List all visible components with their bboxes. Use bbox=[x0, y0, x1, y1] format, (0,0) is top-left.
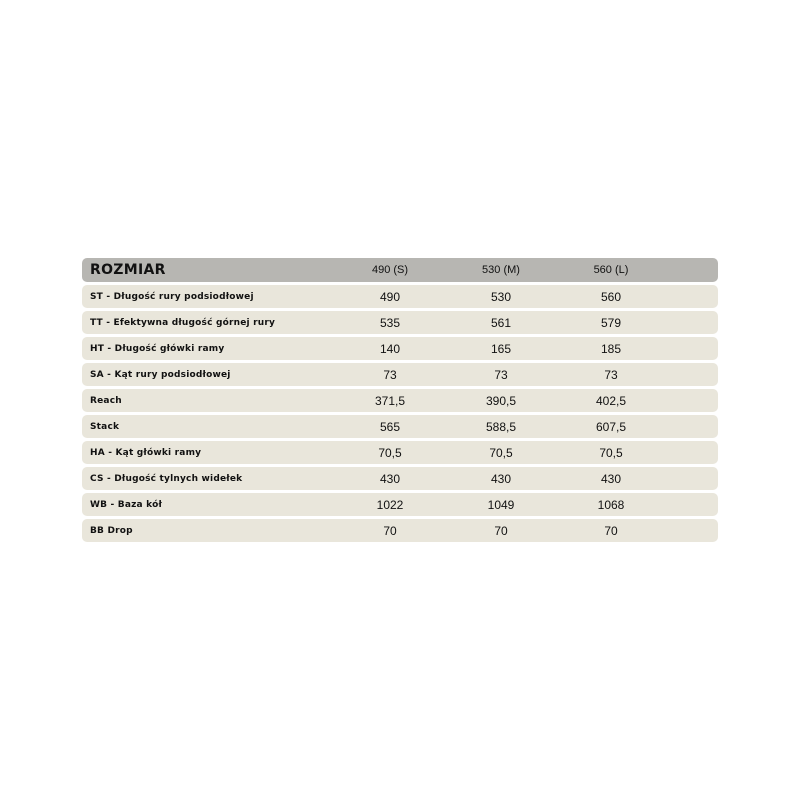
table-row bbox=[82, 363, 718, 386]
row-value-l: 70 bbox=[604, 523, 618, 538]
table-row bbox=[82, 389, 718, 412]
row-value-l: 185 bbox=[600, 341, 622, 356]
row-value-l: 1068 bbox=[597, 497, 625, 512]
row-value-m: 70,5 bbox=[489, 445, 513, 460]
row-value-s: 565 bbox=[379, 419, 401, 434]
size-header-s: 490 (S) bbox=[371, 264, 409, 276]
row-value-m: 73 bbox=[494, 367, 508, 382]
size-header-l: 560 (L) bbox=[593, 264, 629, 276]
table-header-row bbox=[82, 258, 718, 282]
row-value-m: 390,5 bbox=[485, 393, 517, 408]
table-row bbox=[82, 285, 718, 308]
row-value-s: 430 bbox=[379, 471, 401, 486]
row-value-l: 402,5 bbox=[595, 393, 627, 408]
row-label: Reach bbox=[90, 395, 122, 406]
row-value-m: 530 bbox=[490, 289, 512, 304]
row-value-m: 1049 bbox=[487, 497, 515, 512]
row-label: HT - Długość główki ramy bbox=[90, 343, 225, 354]
size-header-m: 530 (M) bbox=[482, 264, 520, 276]
row-label: CS - Długość tylnych widełek bbox=[90, 473, 243, 484]
row-value-s: 73 bbox=[383, 367, 397, 382]
row-label: HA - Kąt główki ramy bbox=[90, 447, 202, 458]
row-label: BB Drop bbox=[90, 525, 133, 536]
row-value-l: 73 bbox=[604, 367, 618, 382]
row-value-m: 165 bbox=[490, 341, 512, 356]
row-label: SA - Kąt rury podsiodłowej bbox=[90, 369, 231, 380]
row-value-m: 588,5 bbox=[485, 419, 517, 434]
row-value-m: 430 bbox=[490, 471, 512, 486]
geometry-table bbox=[82, 258, 718, 545]
row-value-l: 560 bbox=[600, 289, 622, 304]
table-row bbox=[82, 337, 718, 360]
row-value-s: 371,5 bbox=[374, 393, 406, 408]
row-value-s: 70,5 bbox=[378, 445, 402, 460]
row-value-l: 430 bbox=[600, 471, 622, 486]
row-label: Stack bbox=[90, 421, 120, 432]
row-value-s: 1022 bbox=[376, 497, 404, 512]
row-value-l: 579 bbox=[600, 315, 622, 330]
row-value-m: 561 bbox=[490, 315, 512, 330]
table-row bbox=[82, 467, 718, 490]
table-row bbox=[82, 519, 718, 542]
row-label: TT - Efektywna długość górnej rury bbox=[90, 317, 276, 328]
table-row bbox=[82, 493, 718, 516]
table-row bbox=[82, 311, 718, 334]
row-label: WB - Baza kół bbox=[90, 499, 163, 510]
row-value-s: 140 bbox=[379, 341, 401, 356]
table-row bbox=[82, 441, 718, 464]
table-row bbox=[82, 415, 718, 438]
row-value-s: 490 bbox=[379, 289, 401, 304]
header-label: ROZMIAR bbox=[90, 262, 166, 278]
row-value-s: 70 bbox=[383, 523, 397, 538]
row-value-l: 607,5 bbox=[595, 419, 627, 434]
row-label: ST - Długość rury podsiodłowej bbox=[90, 291, 254, 302]
row-value-l: 70,5 bbox=[599, 445, 623, 460]
row-value-s: 535 bbox=[379, 315, 401, 330]
row-value-m: 70 bbox=[494, 523, 508, 538]
